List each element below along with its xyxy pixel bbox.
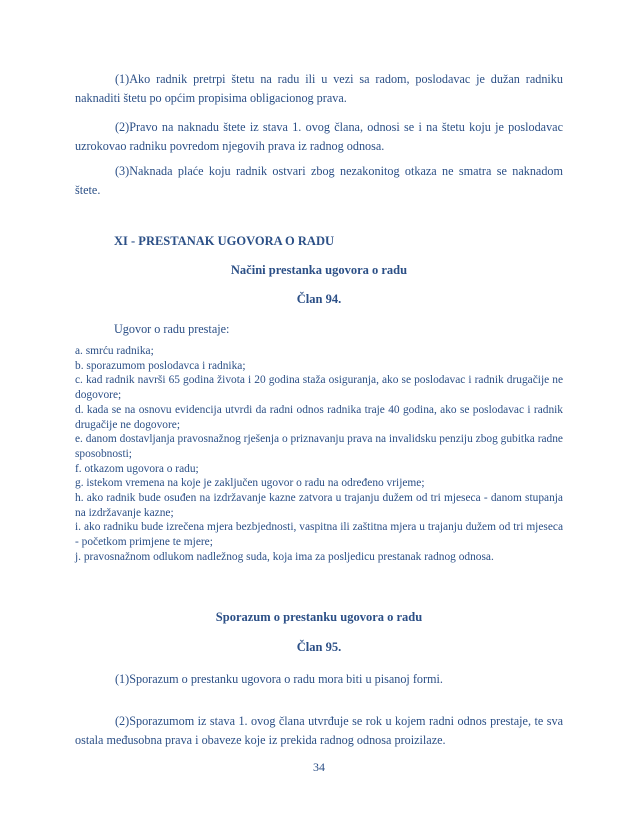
paragraph-95-1: (1)Sporazum o prestanku ugovora o radu mora biti u pisanoj formi. xyxy=(115,672,443,686)
section-heading: XI - PRESTANAK UGOVORA O RADU xyxy=(114,234,335,248)
paragraph-95-2: (2)Sporazumom iz stava 1. ovog člana utvrđuje se rok u kojem radni odnos prestaje, te sva ostala međusobna prava i obaveze koje iz prekida radnog odnosa proizilaze. xyxy=(75,714,563,747)
article-94-title: Član 94. xyxy=(296,292,342,306)
list-item: i. ako radniku bude izrečena mjera bezbjednosti, vaspitna ili zaštitna mjera u trajanju dužem od tri mjeseca - početkom primjene te mjere; xyxy=(75,521,563,549)
list-item: d. kada se na osnovu evidencija utvrdi da radni odnos radnika traje 40 godina, ako se poslodavac i radnik drugačije ne dogovore; xyxy=(75,403,563,431)
subheading-nacini: Načini prestanka ugovora o radu xyxy=(230,263,408,277)
article-95-title: Član 95. xyxy=(296,640,342,654)
list-item: b. sporazumom poslodavca i radnika; xyxy=(75,359,246,372)
list-item: g. istekom vremena na koje je zaključen ugovor o radu na određeno vrijeme; xyxy=(75,477,425,490)
list-item: j. pravosnažnom odlukom nadležnog suda, koja ima za posljedicu prestanak radnog odnosa. xyxy=(75,550,494,563)
list-item: e. danom dostavljanja pravosnažnog rješenja o priznavanju prava na invalidsku penziju zbog gubitka radne sposobnosti; xyxy=(75,433,563,460)
paragraph-3: (3)Naknada plaće koju radnik ostvari zbog nezakonitog otkaza ne smatra se naknadom štete. xyxy=(75,164,563,197)
termination-list xyxy=(75,344,563,565)
paragraph-2: (2)Pravo na naknadu štete iz stava 1. ovog člana, odnosi se i na štetu koju je poslodavac uzrokovao radniku povredom njegovih prava iz radnog odnosa. xyxy=(75,120,563,153)
list-item: h. ako radnik bude osuđen na izdržavanje kazne zatvora u trajanju dužem od tri mjeseca - danom stupanja na izdržavanje kazne; xyxy=(75,492,563,519)
list-item: a. smrću radnika; xyxy=(75,345,154,357)
list-item: f. otkazom ugovora o radu; xyxy=(75,462,199,475)
list-item: c. kad radnik navrši 65 godina života i 20 godina staža osiguranja, ako se poslodavac i radnik drugačije ne dogovore; xyxy=(75,374,563,402)
paragraph-1: (1)Ako radnik pretrpi štetu na radu ili u vezi sa radom, poslodavac je dužan radniku naknaditi štetu po općim propisima obligacionog prava. xyxy=(75,72,563,105)
page-number: 34 xyxy=(313,760,325,774)
subheading-sporazum: Sporazum o prestanku ugovora o radu xyxy=(215,610,423,624)
article-94-intro: Ugovor o radu prestaje: xyxy=(114,322,230,336)
